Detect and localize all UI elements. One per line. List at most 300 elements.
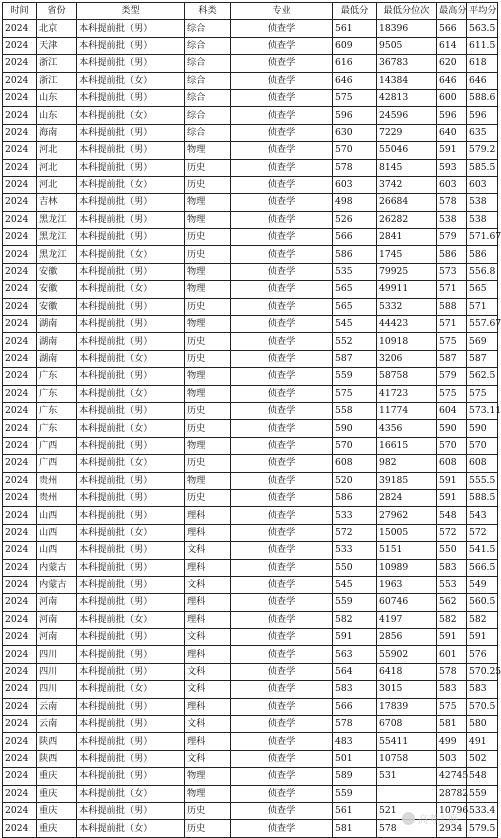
table-cell: 630 — [333, 124, 377, 141]
table-cell: 1963 — [377, 576, 437, 593]
table-cell: 36783 — [377, 55, 437, 72]
table-cell: 586 — [333, 489, 377, 506]
table-cell: 综合 — [185, 37, 231, 54]
table-cell: 本科提前批（女） — [77, 420, 185, 437]
table-cell: 侦查学 — [231, 402, 333, 419]
table-cell: 596 — [437, 107, 467, 124]
table-cell: 文科 — [185, 576, 231, 593]
table-cell: 侦查学 — [231, 350, 333, 367]
table-cell: 河南 — [37, 594, 77, 611]
table-cell: 2024 — [3, 489, 37, 506]
table-cell: 本科提前批（男） — [77, 716, 185, 733]
table-cell: 591 — [437, 489, 467, 506]
table-cell: 15005 — [377, 524, 437, 541]
table-cell: 589 — [333, 768, 377, 785]
table-cell: 侦查学 — [231, 768, 333, 785]
table-cell: 湖南 — [37, 350, 77, 367]
table-cell: 588.5 — [467, 489, 498, 506]
table-cell: 558 — [333, 402, 377, 419]
table-cell: 16615 — [377, 437, 437, 454]
table-cell: 575 — [437, 333, 467, 350]
table-cell: 2024 — [3, 159, 37, 176]
table-cell: 586 — [437, 246, 467, 263]
table-cell: 本科提前批（女） — [77, 72, 185, 89]
table-cell: 535 — [333, 263, 377, 280]
table-cell: 570 — [467, 437, 498, 454]
table-cell: 侦查学 — [231, 820, 333, 837]
table-cell: 2024 — [3, 507, 37, 524]
table-cell: 3206 — [377, 350, 437, 367]
table-cell: 侦查学 — [231, 716, 333, 733]
table-cell: 物理 — [185, 316, 231, 333]
table-cell: 576 — [467, 646, 498, 663]
table-cell: 物理 — [185, 385, 231, 402]
table-cell: 侦查学 — [231, 194, 333, 211]
table-cell: 520 — [333, 472, 377, 489]
table-cell: 575 — [437, 698, 467, 715]
table-cell: 本科提前批（女） — [77, 524, 185, 541]
table-cell: 543 — [467, 507, 498, 524]
table-cell: 579.2 — [467, 142, 498, 159]
table-cell: 587 — [437, 350, 467, 367]
table-cell: 14384 — [377, 72, 437, 89]
table-cell: 2024 — [3, 437, 37, 454]
table-cell: 491 — [467, 733, 498, 750]
table-cell: 521 — [377, 802, 437, 819]
table-cell: 2024 — [3, 785, 37, 802]
table-cell: 2024 — [3, 281, 37, 298]
table-cell: 533.4 — [467, 802, 498, 819]
table-cell: 历史 — [185, 402, 231, 419]
table-cell: 5332 — [377, 298, 437, 315]
table-row — [3, 611, 498, 628]
table-cell: 2024 — [3, 420, 37, 437]
table-cell: 583 — [467, 681, 498, 698]
table-cell: 本科提前批（女） — [77, 176, 185, 193]
table-cell: 本科提前批（男） — [77, 437, 185, 454]
table-cell: 本科提前批（男） — [77, 159, 185, 176]
table-cell: 552 — [333, 333, 377, 350]
table-cell: 侦查学 — [231, 281, 333, 298]
table-cell: 538 — [467, 211, 498, 228]
table-cell: 本科提前批（女） — [77, 107, 185, 124]
table-cell: 550 — [437, 542, 467, 559]
table-cell: 侦查学 — [231, 489, 333, 506]
table-row — [3, 37, 498, 54]
table-cell: 640 — [437, 124, 467, 141]
header-cell: 科类 — [185, 3, 231, 20]
table-cell: 本科提前批（男） — [77, 594, 185, 611]
table-cell: 6418 — [377, 663, 437, 680]
table-cell: 596 — [467, 107, 498, 124]
table-cell: 侦查学 — [231, 263, 333, 280]
table-row — [3, 89, 498, 106]
table-row — [3, 20, 498, 37]
table-cell: 646 — [437, 72, 467, 89]
table-cell: 天津 — [37, 37, 77, 54]
table-cell: 24596 — [377, 107, 437, 124]
table-cell: 本科提前批（男） — [77, 733, 185, 750]
table-cell: 湖南 — [37, 316, 77, 333]
table-cell: 578 — [377, 820, 437, 837]
table-cell: 侦查学 — [231, 420, 333, 437]
table-cell: 综合 — [185, 89, 231, 106]
table-cell: 本科提前批（男） — [77, 402, 185, 419]
table-cell: 侦查学 — [231, 437, 333, 454]
table-cell: 侦查学 — [231, 681, 333, 698]
table-cell: 565 — [333, 281, 377, 298]
table-cell: 2024 — [3, 350, 37, 367]
table-cell: 历史 — [185, 246, 231, 263]
table-cell: 陕西 — [37, 750, 77, 767]
table-row — [3, 663, 498, 680]
table-cell: 2024 — [3, 559, 37, 576]
table-cell: 583 — [437, 559, 467, 576]
table-cell: 本科提前批（男） — [77, 229, 185, 246]
table-cell: 侦查学 — [231, 211, 333, 228]
table-cell: 侦查学 — [231, 698, 333, 715]
table-cell: 本科提前批（男） — [77, 368, 185, 385]
admission-score-table — [2, 2, 501, 838]
table-cell: 物理 — [185, 142, 231, 159]
table-row — [3, 507, 498, 524]
table-cell: 2024 — [3, 72, 37, 89]
table-cell: 物理 — [185, 263, 231, 280]
table-cell: 河南 — [37, 629, 77, 646]
table-cell: 2024 — [3, 194, 37, 211]
table-cell: 贵州 — [37, 472, 77, 489]
table-cell: 6708 — [377, 716, 437, 733]
table-cell: 安徽 — [37, 263, 77, 280]
table-cell: 2024 — [3, 333, 37, 350]
table-cell: 565 — [333, 298, 377, 315]
table-cell: 本科提前批（男） — [77, 542, 185, 559]
table-cell: 2024 — [3, 89, 37, 106]
table-cell: 44423 — [377, 316, 437, 333]
table-cell: 本科提前批（男） — [77, 576, 185, 593]
table-row — [3, 524, 498, 541]
table-row — [3, 229, 498, 246]
table-row — [3, 420, 498, 437]
table-cell: 646 — [333, 72, 377, 89]
table-cell: 4356 — [377, 420, 437, 437]
table-cell: 501 — [333, 750, 377, 767]
table-cell: 571.67 — [467, 229, 498, 246]
table-cell: 四川 — [37, 646, 77, 663]
table-cell: 本科提前批（男） — [77, 507, 185, 524]
table-cell: 云南 — [37, 716, 77, 733]
header-cell: 最高分 — [437, 3, 467, 20]
table-cell: 理科 — [185, 559, 231, 576]
table-row — [3, 820, 498, 837]
table-cell: 本科提前批（男） — [77, 750, 185, 767]
table-cell: 侦查学 — [231, 750, 333, 767]
table-cell: 吉林 — [37, 194, 77, 211]
table-cell: 2024 — [3, 455, 37, 472]
table-cell: 理科 — [185, 594, 231, 611]
table-cell: 山西 — [37, 507, 77, 524]
table-cell: 历史 — [185, 455, 231, 472]
table-cell: 理科 — [185, 646, 231, 663]
table-cell: 黑龙江 — [37, 211, 77, 228]
table-cell: 591 — [437, 472, 467, 489]
table-cell: 侦查学 — [231, 176, 333, 193]
table-cell: 侦查学 — [231, 55, 333, 72]
table-cell: 侦查学 — [231, 246, 333, 263]
table-cell: 侦查学 — [231, 785, 333, 802]
table-cell: 山西 — [37, 542, 77, 559]
table-cell: 570 — [333, 142, 377, 159]
table-cell: 本科提前批（男） — [77, 211, 185, 228]
table-cell: 588.6 — [467, 89, 498, 106]
table-cell: 573 — [437, 263, 467, 280]
table-cell: 646 — [467, 72, 498, 89]
table-row — [3, 472, 498, 489]
table-cell: 侦查学 — [231, 611, 333, 628]
table-cell: 2024 — [3, 37, 37, 54]
table-cell: 四川 — [37, 681, 77, 698]
table-cell: 重庆 — [37, 785, 77, 802]
table-cell: 591 — [333, 629, 377, 646]
table-cell: 561 — [333, 20, 377, 37]
table-cell: 物理 — [185, 768, 231, 785]
table-cell: 综合 — [185, 107, 231, 124]
table-cell: 本科提前批（男） — [77, 559, 185, 576]
table-cell: 安徽 — [37, 281, 77, 298]
table-cell: 2024 — [3, 802, 37, 819]
table-cell: 616 — [333, 55, 377, 72]
table-row — [3, 681, 498, 698]
table-row — [3, 350, 498, 367]
table-cell: 4197 — [377, 611, 437, 628]
table-cell: 广东 — [37, 420, 77, 437]
table-cell: 580 — [467, 716, 498, 733]
table-cell: 562 — [437, 594, 467, 611]
table-cell: 2024 — [3, 611, 37, 628]
table-row — [3, 124, 498, 141]
table-cell: 2024 — [3, 663, 37, 680]
table-cell: 603 — [467, 176, 498, 193]
header-cell: 专业 — [231, 3, 333, 20]
table-cell: 559 — [333, 785, 377, 802]
table-row — [3, 802, 498, 819]
table-row — [3, 489, 498, 506]
table-cell: 重庆 — [37, 802, 77, 819]
table-cell: 583 — [437, 681, 467, 698]
table-cell: 2024 — [3, 316, 37, 333]
table-row — [3, 646, 498, 663]
header-cell: 类型 — [77, 3, 185, 20]
table-cell: 本科提前批（男） — [77, 698, 185, 715]
table-row — [3, 176, 498, 193]
table-row — [3, 559, 498, 576]
table-cell: 广东 — [37, 385, 77, 402]
table-cell: 7229 — [377, 124, 437, 141]
table-row — [3, 716, 498, 733]
table-cell: 550 — [333, 559, 377, 576]
table-cell: 侦查学 — [231, 72, 333, 89]
table-cell: 566.5 — [467, 559, 498, 576]
table-cell: 历史 — [185, 489, 231, 506]
table-cell: 黑龙江 — [37, 246, 77, 263]
table-cell: 570 — [333, 437, 377, 454]
table-cell: 571 — [467, 298, 498, 315]
table-cell: 侦查学 — [231, 385, 333, 402]
table-cell: 2024 — [3, 576, 37, 593]
table-cell: 603 — [437, 176, 467, 193]
table-cell: 608 — [437, 455, 467, 472]
table-cell: 2024 — [3, 768, 37, 785]
table-cell: 563.5 — [467, 20, 498, 37]
table-cell: 562.5 — [467, 368, 498, 385]
table-cell: 618 — [467, 55, 498, 72]
table-cell: 文科 — [185, 750, 231, 767]
table-row — [3, 542, 498, 559]
table-cell: 本科提前批（男） — [77, 802, 185, 819]
table-cell: 58758 — [377, 368, 437, 385]
table-cell: 10758 — [377, 750, 437, 767]
table-cell: 603 — [333, 176, 377, 193]
table-cell: 608 — [467, 455, 498, 472]
table-cell: 物理 — [185, 211, 231, 228]
table-cell: 河北 — [37, 159, 77, 176]
table-cell: 559 — [333, 368, 377, 385]
table-cell: 海南 — [37, 124, 77, 141]
table-cell: 本科提前批（男） — [77, 768, 185, 785]
table-cell: 79925 — [377, 263, 437, 280]
table-cell: 侦查学 — [231, 472, 333, 489]
admission-score-sheet — [2, 2, 501, 838]
table-cell: 历史 — [185, 229, 231, 246]
table-row — [3, 72, 498, 89]
table-cell: 安徽 — [37, 298, 77, 315]
table-cell: 559 — [467, 785, 498, 802]
table-cell: 570.5 — [467, 698, 498, 715]
table-cell: 591 — [437, 629, 467, 646]
table-row — [3, 55, 498, 72]
table-row — [3, 785, 498, 802]
table-row — [3, 333, 498, 350]
table-cell: 侦查学 — [231, 559, 333, 576]
table-cell: 17839 — [377, 698, 437, 715]
table-cell: 历史 — [185, 333, 231, 350]
table-cell: 573.11 — [467, 402, 498, 419]
table-row — [3, 142, 498, 159]
table-cell: 河南 — [37, 611, 77, 628]
table-cell: 历史 — [185, 298, 231, 315]
table-cell: 本科提前批（女） — [77, 385, 185, 402]
table-cell: 综合 — [185, 72, 231, 89]
table-cell: 本科提前批（男） — [77, 263, 185, 280]
table-cell: 2024 — [3, 750, 37, 767]
table-cell: 587 — [467, 350, 498, 367]
table-cell: 2024 — [3, 629, 37, 646]
table-cell: 湖南 — [37, 333, 77, 350]
table-cell: 综合 — [185, 124, 231, 141]
table-cell: 2024 — [3, 124, 37, 141]
table-cell: 本科提前批（男） — [77, 663, 185, 680]
table-cell: 物理 — [185, 472, 231, 489]
table-cell: 河北 — [37, 176, 77, 193]
table-cell: 498 — [333, 194, 377, 211]
table-cell: 本科提前批（女） — [77, 611, 185, 628]
table-cell: 590 — [437, 420, 467, 437]
table-cell: 理科 — [185, 507, 231, 524]
table-cell: 文科 — [185, 663, 231, 680]
table-cell: 49911 — [377, 281, 437, 298]
table-cell: 575 — [437, 385, 467, 402]
table-cell: 2024 — [3, 176, 37, 193]
table-cell: 591 — [437, 142, 467, 159]
table-cell: 9505 — [377, 37, 437, 54]
header-cell: 时间 — [3, 3, 37, 20]
table-cell: 广西 — [37, 437, 77, 454]
table-cell: 侦查学 — [231, 316, 333, 333]
table-cell: 侦查学 — [231, 594, 333, 611]
header-cell: 平均分 — [467, 3, 498, 20]
table-cell: 572 — [467, 524, 498, 541]
table-cell: 重庆 — [37, 768, 77, 785]
table-cell: 山东 — [37, 107, 77, 124]
table-cell: 18396 — [377, 20, 437, 37]
table-cell: 侦查学 — [231, 333, 333, 350]
table-cell: 2024 — [3, 820, 37, 837]
table-cell: 566 — [333, 229, 377, 246]
table-row — [3, 246, 498, 263]
table-cell: 物理 — [185, 437, 231, 454]
table-cell: 10989 — [377, 559, 437, 576]
table-cell: 2856 — [377, 629, 437, 646]
table-cell: 历史 — [185, 420, 231, 437]
table-cell: 3742 — [377, 176, 437, 193]
table-cell: 11774 — [377, 402, 437, 419]
table-cell: 综合 — [185, 20, 231, 37]
table-cell: 1745 — [377, 246, 437, 263]
table-cell: 604 — [437, 402, 467, 419]
table-cell: 河北 — [37, 142, 77, 159]
table-cell: 559 — [333, 594, 377, 611]
table-cell: 贵州 — [37, 489, 77, 506]
table-cell: 北京 — [37, 20, 77, 37]
table-cell: 571 — [437, 316, 467, 333]
table-cell: 本科提前批（男） — [77, 89, 185, 106]
table-cell: 2024 — [3, 698, 37, 715]
table-row — [3, 107, 498, 124]
table-row — [3, 211, 498, 228]
table-row — [3, 368, 498, 385]
table-cell: 历史 — [185, 350, 231, 367]
table-row — [3, 629, 498, 646]
table-cell: 本科提前批（男） — [77, 472, 185, 489]
table-cell: 42813 — [377, 89, 437, 106]
table-cell: 10918 — [377, 333, 437, 350]
table-cell: 586 — [333, 246, 377, 263]
table-cell: 侦查学 — [231, 524, 333, 541]
table-cell: 8145 — [377, 159, 437, 176]
table-cell: 侦查学 — [231, 107, 333, 124]
table-cell: 本科提前批（女） — [77, 820, 185, 837]
table-cell: 2024 — [3, 681, 37, 698]
table-cell: 502 — [467, 750, 498, 767]
table-cell: 563 — [333, 646, 377, 663]
table-row — [3, 594, 498, 611]
table-cell: 本科提前批（男） — [77, 142, 185, 159]
table-cell: 55411 — [377, 733, 437, 750]
table-cell: 侦查学 — [231, 663, 333, 680]
table-cell: 侦查学 — [231, 229, 333, 246]
table-cell: 582 — [333, 611, 377, 628]
table-cell: 历史 — [185, 820, 231, 837]
